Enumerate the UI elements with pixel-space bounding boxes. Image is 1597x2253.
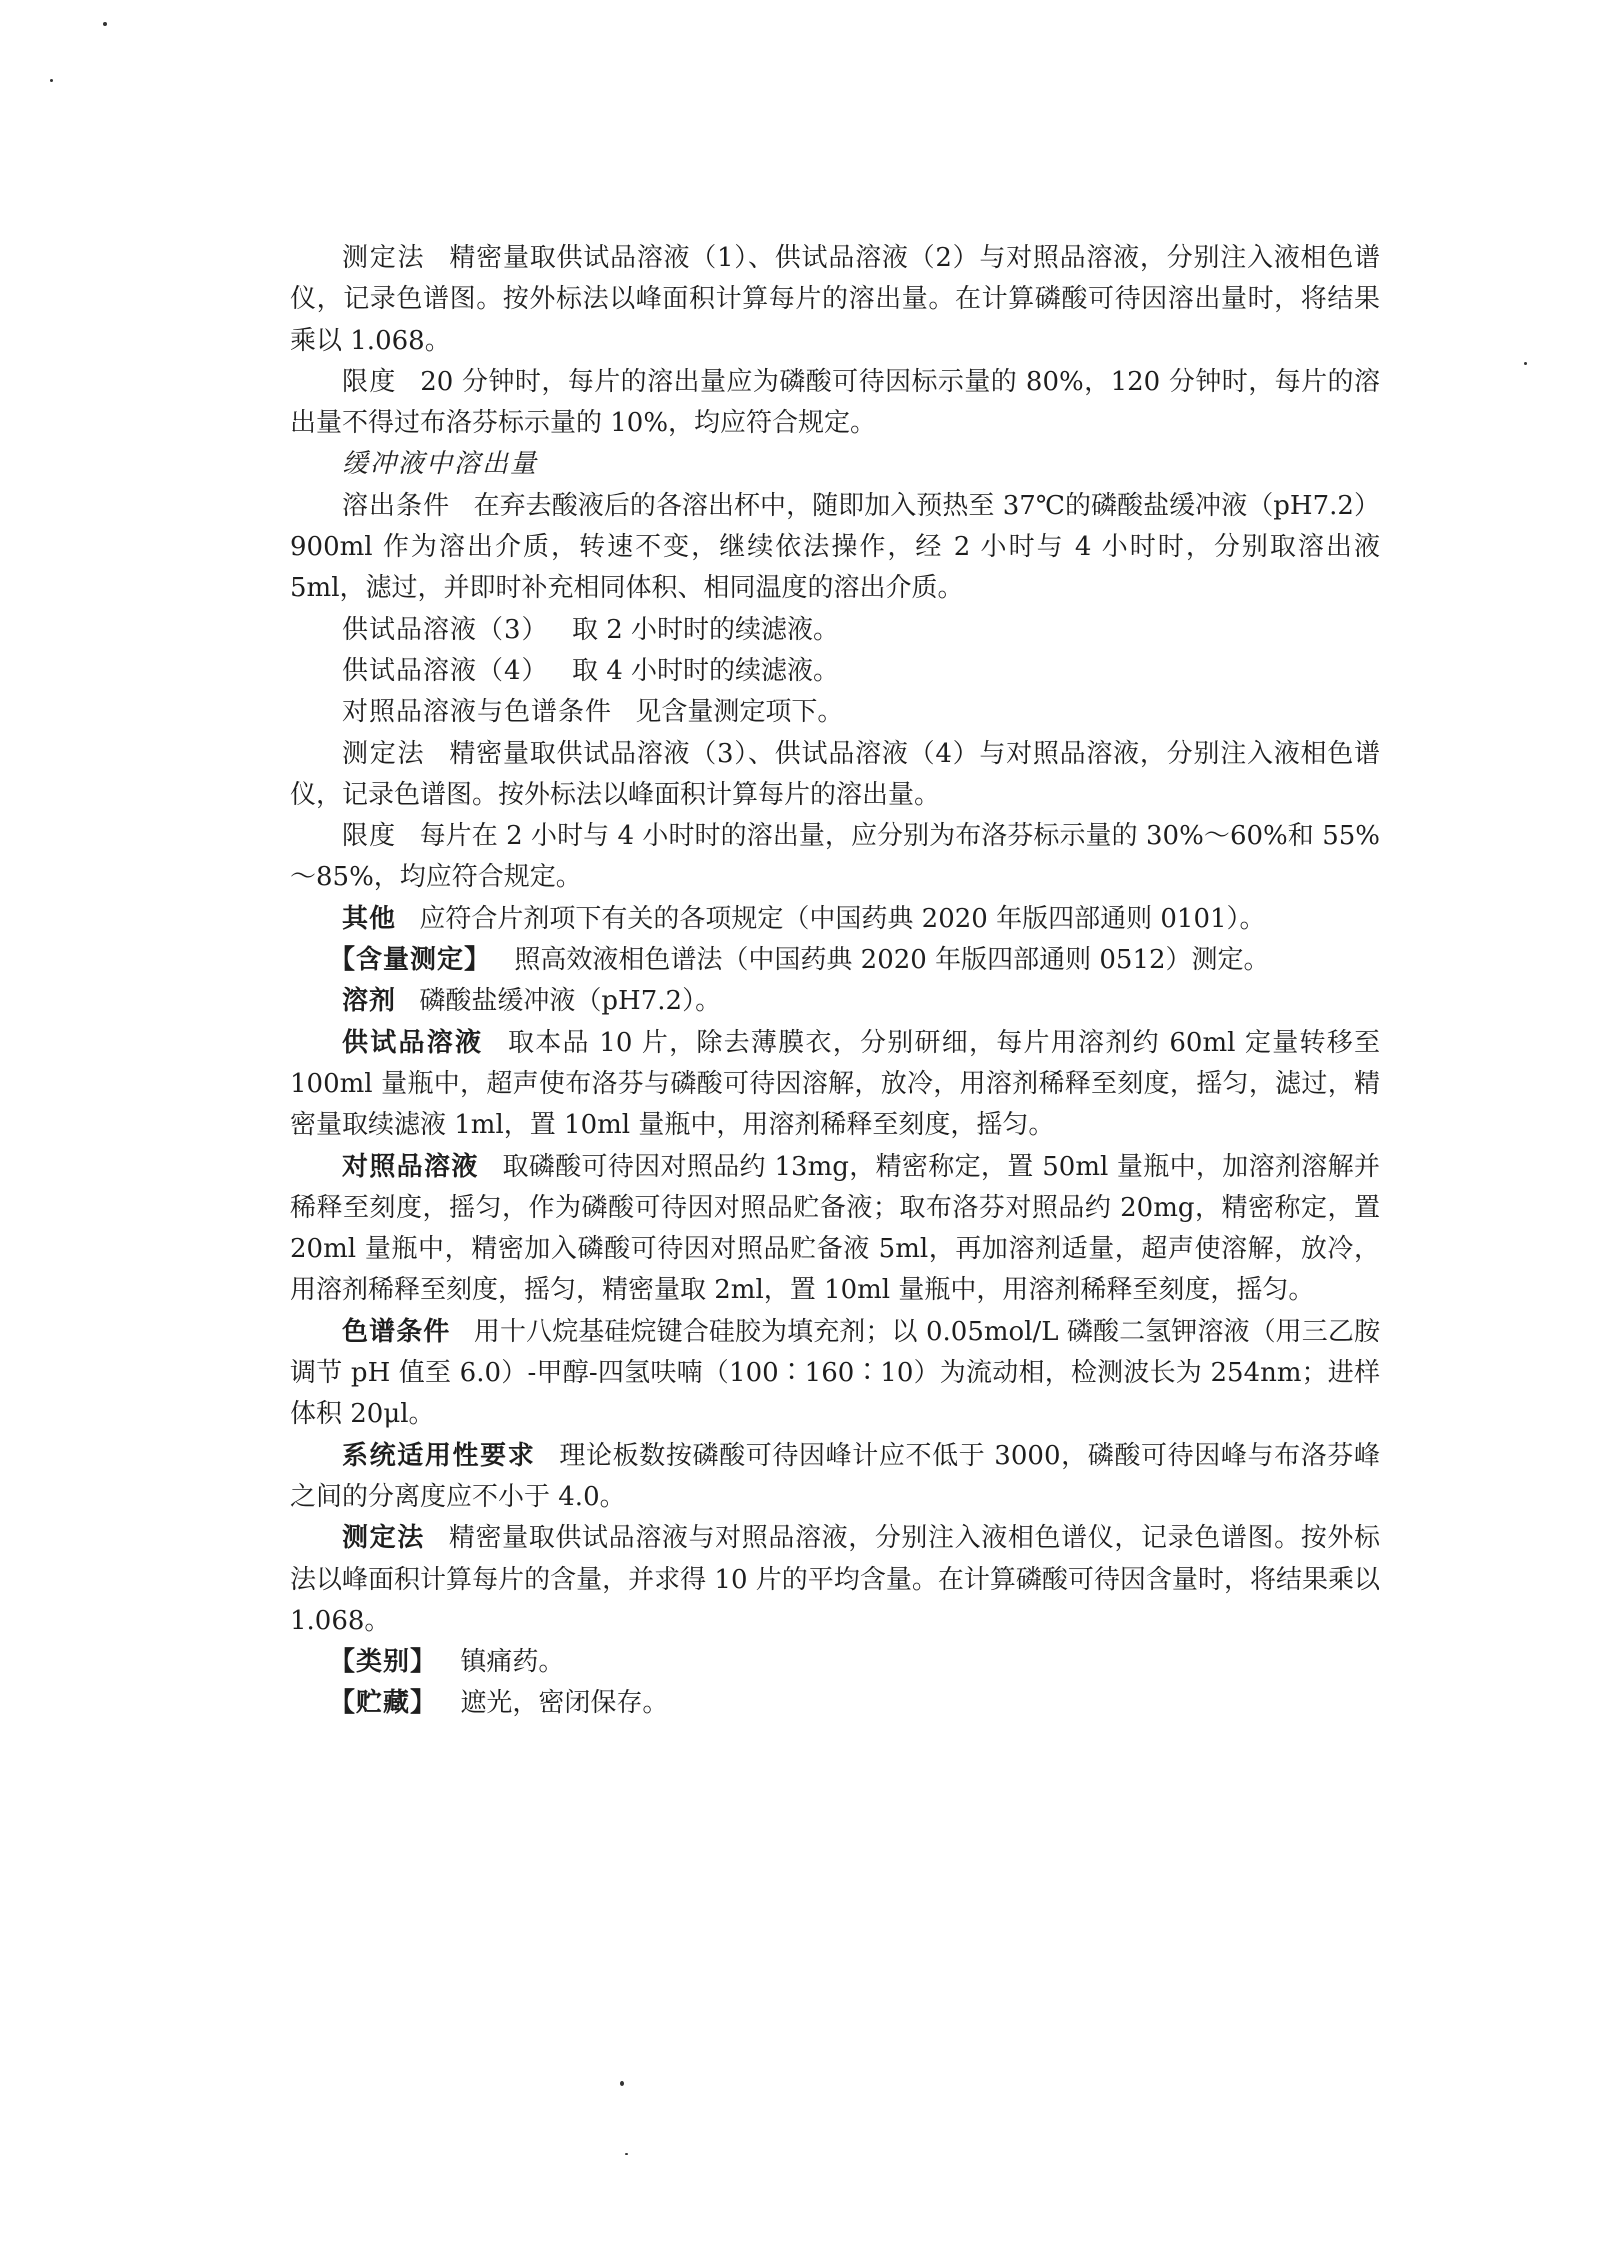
paragraph-solvent	[290, 981, 1380, 1022]
term-label: 溶剂	[342, 986, 397, 1017]
paragraph-test-solution-4	[290, 651, 1380, 692]
paragraph-text: 取本品 10 片，除去薄膜衣，分别研细，每片用溶剂约 60ml 定量转移至 100ml 量瓶中，超声使布洛芬与磷酸可待因溶解，放冷，用溶剂稀释至刻度，摇匀，滤过，精密量取续滤液 1ml，置 10ml 量瓶中，用溶剂稀释至刻度，摇匀。	[290, 1027, 1380, 1141]
paragraph-text: 见含量测定项下。	[635, 697, 844, 728]
term-label: 测定法	[342, 1523, 425, 1554]
paragraph-other	[290, 899, 1380, 940]
scan-speck	[50, 79, 53, 82]
paragraph-text: 用十八烷基硅烷键合硅胶为填充剂；以 0.05mol/L 磷酸二氢钾溶液（用三乙胺调节 pH 值至 6.0）-甲醇-四氢呋喃（100∶160∶10）为流动相，检测波长为 254nm；进样体积 20μl。	[290, 1316, 1380, 1430]
term-label: 限度	[342, 821, 397, 852]
term-label: 【含量测定】	[329, 945, 492, 976]
term-label: 测定法	[342, 738, 426, 769]
term-label: 限度	[342, 366, 397, 397]
scan-speck	[1524, 362, 1527, 365]
term-label: 其他	[342, 903, 397, 934]
scan-speck	[625, 2153, 628, 2155]
subheading-buffer-dissolution	[290, 444, 1380, 485]
term-label: 供试品溶液	[342, 1027, 484, 1058]
term-label: 供试品溶液（3）	[342, 614, 549, 645]
paragraph-dissolution-conditions	[290, 486, 1380, 610]
paragraph-reference-solution-conditions	[290, 692, 1380, 733]
paragraph-test-solution	[290, 1023, 1380, 1147]
term-label: 溶出条件	[342, 490, 451, 521]
paragraph-limit-buffer	[290, 816, 1380, 899]
paragraph-text: 取磷酸可待因对照品约 13mg，精密称定，置 50ml 量瓶中，加溶剂溶解并稀释至刻度，摇匀，作为磷酸可待因对照品贮备液；取布洛芬对照品约 20mg，精密称定，置 20ml 量瓶中，精密加入磷酸可待因对照品贮备液 5ml，再加溶剂适量，超声使溶解，放冷，用溶剂稀释至刻度，摇匀，精密量取 2ml，置 10ml 量瓶中，用溶剂稀释至刻度，摇匀。	[290, 1151, 1380, 1306]
term-label: 色谱条件	[342, 1316, 451, 1347]
paragraph-text: 每片在 2 小时与 4 小时时的溶出量，应分别为布洛芬标示量的 30%～60%和 55%～85%，均应符合规定。	[290, 821, 1380, 893]
term-label: 测定法	[342, 243, 426, 273]
paragraph-text: 取 2 小时时的续滤液。	[571, 614, 840, 645]
document-body	[290, 238, 1380, 1725]
paragraph-text: 理论板数按磷酸可待因峰计应不低于 3000，磷酸可待因峰与布洛芬峰之间的分离度应不小于 4.0。	[290, 1440, 1380, 1512]
paragraph-text: 应符合片剂项下有关的各项规定（中国药典 2020 年版四部通则 0101）。	[419, 903, 1266, 934]
paragraph-limit-acid	[290, 362, 1380, 445]
paragraph-content-determination	[290, 940, 1380, 981]
paragraph-text: 磷酸盐缓冲液（pH7.2）。	[419, 986, 722, 1017]
paragraph-text: 精密量取供试品溶液（3）、供试品溶液（4）与对照品溶液，分别注入液相色谱仪，记录色谱图。按外标法以峰面积计算每片的溶出量。	[290, 738, 1380, 810]
paragraph-test-solution-3	[290, 610, 1380, 651]
paragraph-text: 取 4 小时时的续滤液。	[571, 655, 840, 686]
paragraph-text: 精密量取供试品溶液（1）、供试品溶液（2）与对照品溶液，分别注入液相色谱仪，记录色谱图。按外标法以峰面积计算每片的溶出量。在计算磷酸可待因溶出量时，将结果乘以 1.068。	[290, 243, 1380, 356]
term-label: 供试品溶液（4）	[342, 655, 549, 686]
paragraph-chromatographic-conditions	[290, 1312, 1380, 1436]
paragraph-reference-solution	[290, 1147, 1380, 1312]
subheading-text: 缓冲液中溶出量	[342, 449, 539, 480]
term-label: 系统适用性要求	[342, 1440, 536, 1471]
paragraph-category	[290, 1642, 1380, 1683]
term-label: 【类别】	[329, 1647, 438, 1678]
scan-speck	[620, 2081, 624, 2086]
paragraph-text: 在弃去酸液后的各溶出杯中，随即加入预热至 37℃的磷酸盐缓冲液（pH7.2）900ml 作为溶出介质，转速不变，继续依法操作，经 2 小时与 4 小时时，分别取溶出液 5ml，滤过，并即时补充相同体积、相同温度的溶出介质。	[290, 490, 1380, 604]
paragraph-text: 20 分钟时，每片的溶出量应为磷酸可待因标示量的 80%，120 分钟时，每片的溶出量不得过布洛芬标示量的 10%，均应符合规定。	[290, 366, 1380, 439]
term-label: 对照品溶液与色谱条件	[342, 697, 613, 728]
paragraph-text: 遮光，密闭保存。	[460, 1688, 669, 1719]
paragraph-text: 精密量取供试品溶液与对照品溶液，分别注入液相色谱仪，记录色谱图。按外标法以峰面积计算每片的含量，并求得 10 片的平均含量。在计算磷酸可待因含量时，将结果乘以 1.068。	[290, 1523, 1380, 1636]
paragraph-assay-method-content	[290, 1518, 1380, 1642]
paragraph-assay-method-acid	[290, 238, 1380, 362]
paragraph-text: 照高效液相色谱法（中国药典 2020 年版四部通则 0512）测定。	[514, 945, 1270, 976]
paragraph-assay-method-buffer	[290, 734, 1380, 817]
paragraph-system-suitability	[290, 1436, 1380, 1519]
term-label: 【贮藏】	[329, 1688, 438, 1719]
scan-speck	[103, 22, 107, 26]
term-label: 对照品溶液	[342, 1151, 479, 1182]
paragraph-storage	[290, 1683, 1380, 1724]
paragraph-text: 镇痛药。	[460, 1647, 565, 1678]
